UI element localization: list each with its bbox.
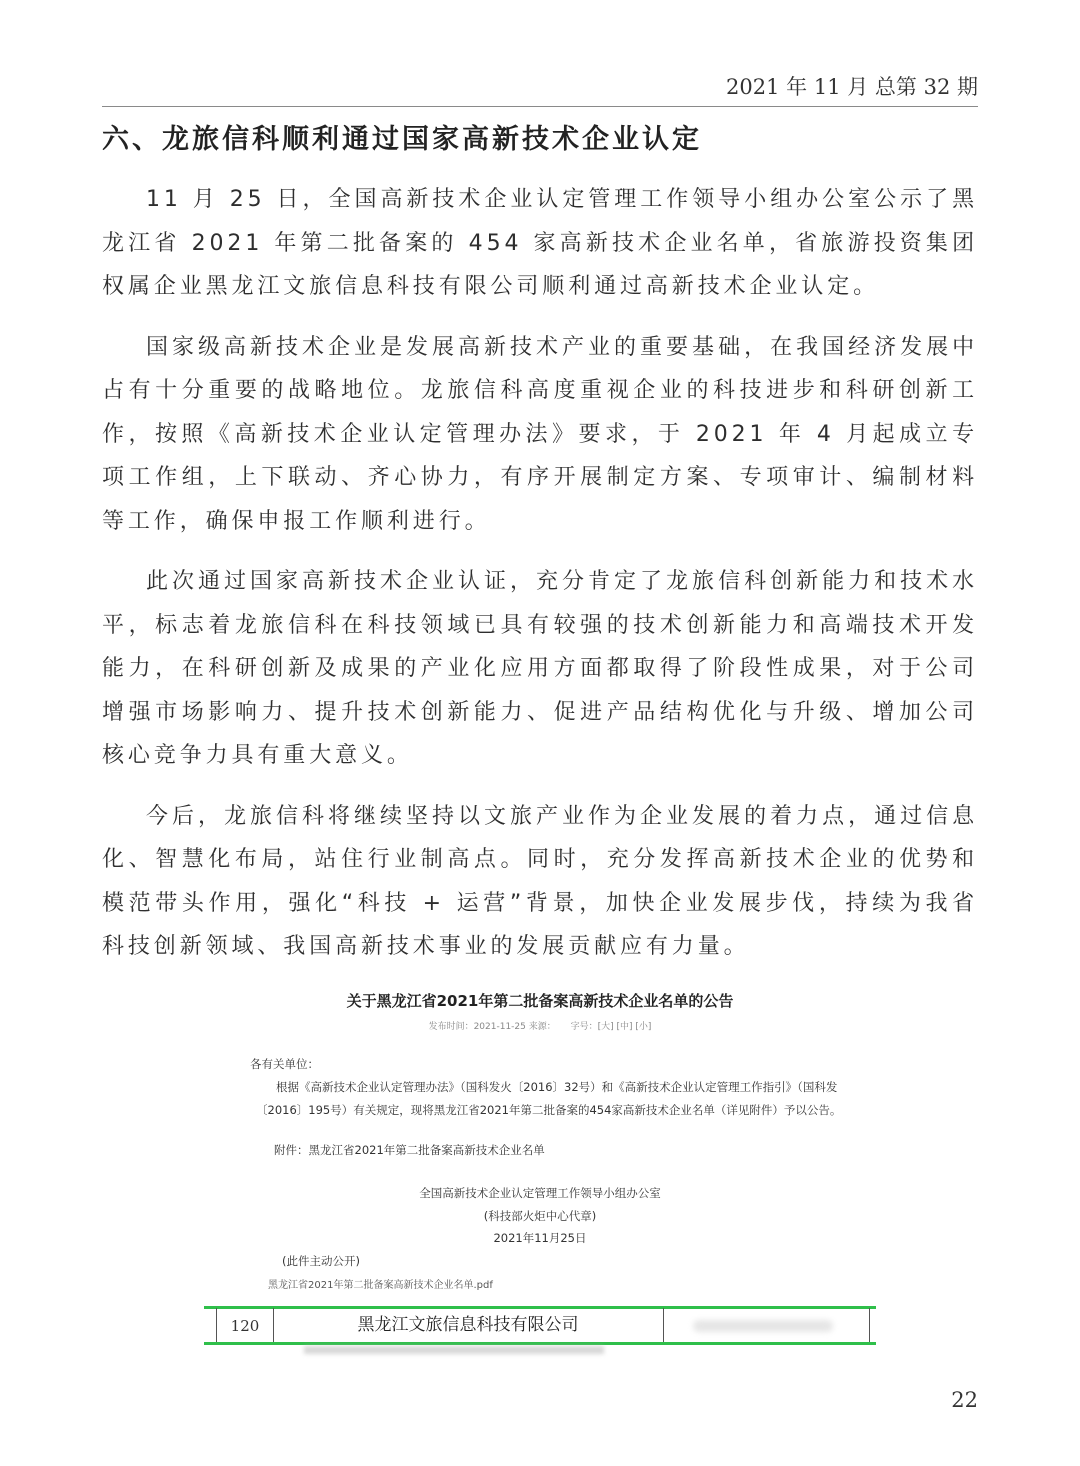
paragraph-1: 11 月 25 日，全国高新技术企业认定管理工作领导小组办公室公示了黑龙江省 2021 年第二批备案的 454 家高新技术企业名单，省旅游投资集团权属企业黑龙江文旅信息科技有限公司顺利通过高新技术企业认定。 — [102, 187, 978, 299]
paragraph-2: 国家级高新技术企业是发展高新技术产业的重要基础，在我国经济发展中占有十分重要的战略地位。龙旅信科高度重视企业的科技进步和科研创新工作，按照《高新技术企业认定管理办法》要求，于 2021 年 4 月起成立专项工作组，上下联动、齐心协力，有序开展制定方案、专项审计、编制材料等工作，确保申报工作顺利进行。 — [102, 334, 978, 534]
company-list-row — [204, 1296, 876, 1354]
paragraph-3: 此次通过国家高新技术企业认证，充分肯定了龙旅信科创新能力和技术水平，标志着龙旅信科在科技领域已具有较强的技术创新能力和高端技术开发能力，在科研创新及成果的产业化应用方面都取得了阶段性成果，对于公司增强市场影响力、提升技术创新能力、促进产品结构优化与升级、增加公司核心竞争力具有重大意义。 — [102, 569, 978, 768]
attachment-file-link[interactable]: 黑龙江省2021年第二批备案高新技术企业名单.pdf — [268, 1280, 493, 1291]
attachment-line: 附件：黑龙江省2021年第二批备案高新技术企业名单 — [274, 1143, 545, 1157]
paragraph-4: 今后，龙旅信科将继续坚持以文旅产业作为企业发展的着力点，通过信息化、智慧化布局，站住行业制高点。同时，充分发挥高新技术企业的优势和模范带头作用，强化“科技 + 运营”背景，加快企业发展步伐，持续为我省科技创新领域、我国高新技术事业的发展贡献应有力量。 — [102, 803, 978, 959]
public-note: (此件主动公开) — [282, 1254, 360, 1268]
highlight-line-bottom — [204, 1342, 876, 1345]
announcement-meta — [204, 1019, 876, 1032]
row-company-name: 黑龙江文旅信息科技有限公司 — [273, 1308, 664, 1344]
publish-time: 发布时间：2021-11-25 来源： — [428, 1022, 556, 1032]
row-redacted-cell — [663, 1308, 869, 1344]
page-number: 22 — [951, 1388, 978, 1412]
salutation: 各有关单位： — [250, 1057, 319, 1071]
next-row-fragment — [304, 1346, 604, 1354]
row-index: 120 — [217, 1308, 274, 1344]
issuer: 全国高新技术企业认定管理工作领导小组办公室 — [419, 1186, 661, 1200]
announcement-body-line-2: 〔2016〕195号）有关规定，现将黑龙江省2021年第二批备案的454家高新技术企业名单（详见附件）予以公告。 — [256, 1103, 842, 1117]
issue-label: 2021 年 11 月 总第 32 期 — [726, 75, 978, 99]
font-size-switch[interactable]: 字号：[大] [中] [小] — [570, 1022, 652, 1032]
announcement-date: 2021年11月25日 — [493, 1231, 587, 1245]
announcement-title: 关于黑龙江省2021年第二批备案高新技术企业名单的公告 — [346, 992, 734, 1010]
issuer-note: (科技部火炬中心代章) — [483, 1209, 597, 1223]
redacted-blur — [693, 1320, 833, 1332]
section-title: 六、龙旅信科顺利通过国家高新技术企业认定 — [102, 124, 702, 155]
table-row — [216, 1308, 870, 1344]
article-body — [102, 178, 978, 986]
issue-header — [102, 72, 978, 107]
announcement-body-line-1: 根据《高新技术企业认定管理办法》（国科发火〔2016〕32号）和《高新技术企业认定管理工作指引》（国科发 — [276, 1080, 838, 1094]
announcement-screenshot — [204, 984, 876, 1360]
